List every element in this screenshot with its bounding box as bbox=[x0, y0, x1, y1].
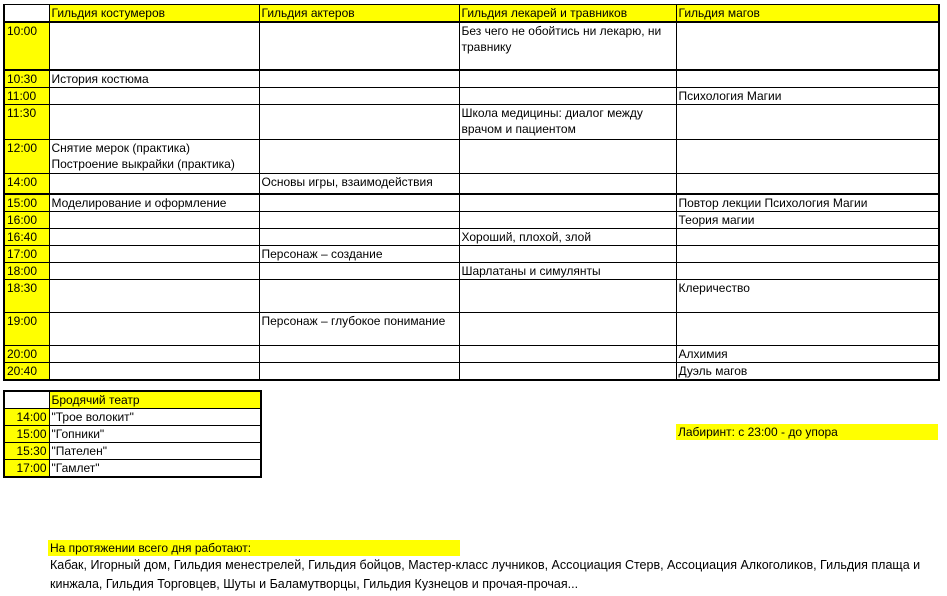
cell-costumers bbox=[49, 262, 259, 279]
table-row bbox=[4, 279, 939, 312]
cell-healers: Шарлатаны и симулянты bbox=[459, 262, 676, 279]
time-cell: 16:40 bbox=[4, 228, 49, 245]
theatre-play: "Гопники" bbox=[49, 426, 261, 443]
time-cell: 18:00 bbox=[4, 262, 49, 279]
theatre-play: "Трое волокит" bbox=[49, 409, 261, 426]
header-row bbox=[4, 5, 939, 23]
cell-healers: Хороший, плохой, злой bbox=[459, 228, 676, 245]
table-row bbox=[4, 211, 939, 228]
cell-mages: Теория магии bbox=[676, 211, 939, 228]
cell-healers: Школа медицины: диалог между врачом и пациентом bbox=[459, 105, 676, 140]
cell-actors bbox=[259, 140, 459, 174]
cell-mages: Психология Магии bbox=[676, 88, 939, 105]
cell-mages: Алхимия bbox=[676, 345, 939, 362]
time-cell: 11:00 bbox=[4, 88, 49, 105]
time-cell: 20:00 bbox=[4, 345, 49, 362]
cell-costumers: История костюма bbox=[49, 70, 259, 88]
cell-mages: Повтор лекции Психология Магии bbox=[676, 194, 939, 212]
theatre-header-blank bbox=[4, 391, 49, 409]
cell-healers bbox=[459, 140, 676, 174]
table-row bbox=[4, 105, 939, 140]
cell-costumers bbox=[49, 105, 259, 140]
theatre-row bbox=[4, 443, 261, 460]
cell-mages bbox=[676, 70, 939, 88]
cell-mages bbox=[676, 262, 939, 279]
theatre-header-row bbox=[4, 391, 261, 409]
cell-healers bbox=[459, 345, 676, 362]
table-row bbox=[4, 174, 939, 194]
cell-healers bbox=[459, 70, 676, 88]
cell-costumers bbox=[49, 174, 259, 194]
cell-healers bbox=[459, 88, 676, 105]
time-cell: 10:00 bbox=[4, 22, 49, 70]
time-cell: 10:30 bbox=[4, 70, 49, 88]
cell-costumers bbox=[49, 22, 259, 70]
labyrinth-note: Лабиринт: с 23:00 - до упора bbox=[676, 424, 938, 440]
cell-healers bbox=[459, 194, 676, 212]
header-costumers: Гильдия костумеров bbox=[49, 5, 259, 23]
cell-mages bbox=[676, 140, 939, 174]
table-row bbox=[4, 140, 939, 174]
table-row bbox=[4, 245, 939, 262]
time-cell: 17:00 bbox=[4, 245, 49, 262]
time-cell: 12:00 bbox=[4, 140, 49, 174]
cell-healers bbox=[459, 211, 676, 228]
cell-healers bbox=[459, 362, 676, 380]
table-row bbox=[4, 312, 939, 345]
cell-mages bbox=[676, 174, 939, 194]
cell-healers bbox=[459, 245, 676, 262]
cell-actors bbox=[259, 262, 459, 279]
cell-costumers: Моделирование и оформление bbox=[49, 194, 259, 212]
cell-actors: Персонаж – создание bbox=[259, 245, 459, 262]
all-day-title: На протяжении всего дня работают: bbox=[48, 540, 460, 556]
cell-costumers bbox=[49, 345, 259, 362]
time-cell: 19:00 bbox=[4, 312, 49, 345]
theatre-row bbox=[4, 409, 261, 426]
cell-actors bbox=[259, 88, 459, 105]
theatre-play: "Гамлет" bbox=[49, 460, 261, 478]
cell-costumers bbox=[49, 312, 259, 345]
cell-actors bbox=[259, 228, 459, 245]
cell-healers bbox=[459, 279, 676, 312]
cell-costumers bbox=[49, 362, 259, 380]
guild-schedule-table bbox=[3, 4, 940, 381]
header-actors: Гильдия актеров bbox=[259, 5, 459, 23]
cell-actors bbox=[259, 70, 459, 88]
theatre-row bbox=[4, 426, 261, 443]
time-cell: 11:30 bbox=[4, 105, 49, 140]
cell-actors bbox=[259, 22, 459, 70]
cell-mages bbox=[676, 22, 939, 70]
table-row bbox=[4, 228, 939, 245]
cell-healers bbox=[459, 312, 676, 345]
time-cell: 18:30 bbox=[4, 279, 49, 312]
theatre-title: Бродячий театр bbox=[49, 391, 261, 409]
table-row bbox=[4, 345, 939, 362]
theatre-table bbox=[3, 390, 262, 478]
cell-costumers bbox=[49, 279, 259, 312]
table-row bbox=[4, 262, 939, 279]
cell-mages bbox=[676, 245, 939, 262]
cell-healers bbox=[459, 174, 676, 194]
theatre-time: 15:30 bbox=[4, 443, 49, 460]
cell-healers: Без чего не обойтись ни лекарю, ни травнику bbox=[459, 22, 676, 70]
all-day-list: Кабак, Игорный дом, Гильдия менестрелей, Гильдия бойцов, Мастер-класс лучников, Ассоциация Стерв, Ассоциация Алкоголиков, Гильдия плаща и кинжала, Гильдия Торговцев, Шуты и Баламутворцы, Гильдия Кузнецов и прочая-прочая... bbox=[50, 558, 921, 591]
theatre-time: 14:00 bbox=[4, 409, 49, 426]
time-cell: 20:40 bbox=[4, 362, 49, 380]
cell-actors: Персонаж – глубокое понимание bbox=[259, 312, 459, 345]
table-row bbox=[4, 88, 939, 105]
table-row bbox=[4, 362, 939, 380]
theatre-time: 15:00 bbox=[4, 426, 49, 443]
cell-costumers bbox=[49, 211, 259, 228]
header-blank bbox=[4, 5, 49, 23]
header-mages: Гильдия магов bbox=[676, 5, 939, 23]
table-row bbox=[4, 194, 939, 212]
theatre-play: "Пателен" bbox=[49, 443, 261, 460]
cell-costumers: Снятие мерок (практика) Построение выкрайки (практика) bbox=[49, 140, 259, 174]
cell-costumers bbox=[49, 245, 259, 262]
cell-actors bbox=[259, 362, 459, 380]
cell-actors bbox=[259, 279, 459, 312]
cell-mages: Клеричество bbox=[676, 279, 939, 312]
cell-mages: Дуэль магов bbox=[676, 362, 939, 380]
table-row bbox=[4, 70, 939, 88]
theatre-time: 17:00 bbox=[4, 460, 49, 478]
time-cell: 16:00 bbox=[4, 211, 49, 228]
cell-mages bbox=[676, 228, 939, 245]
cell-mages bbox=[676, 105, 939, 140]
cell-actors bbox=[259, 345, 459, 362]
table-row bbox=[4, 22, 939, 70]
cell-actors: Основы игры, взаимодействия bbox=[259, 174, 459, 194]
cell-costumers bbox=[49, 88, 259, 105]
cell-actors bbox=[259, 211, 459, 228]
cell-actors bbox=[259, 194, 459, 212]
time-cell: 15:00 bbox=[4, 194, 49, 212]
header-healers: Гильдия лекарей и травников bbox=[459, 5, 676, 23]
theatre-row bbox=[4, 460, 261, 478]
time-cell: 14:00 bbox=[4, 174, 49, 194]
cell-mages bbox=[676, 312, 939, 345]
cell-actors bbox=[259, 105, 459, 140]
cell-costumers bbox=[49, 228, 259, 245]
